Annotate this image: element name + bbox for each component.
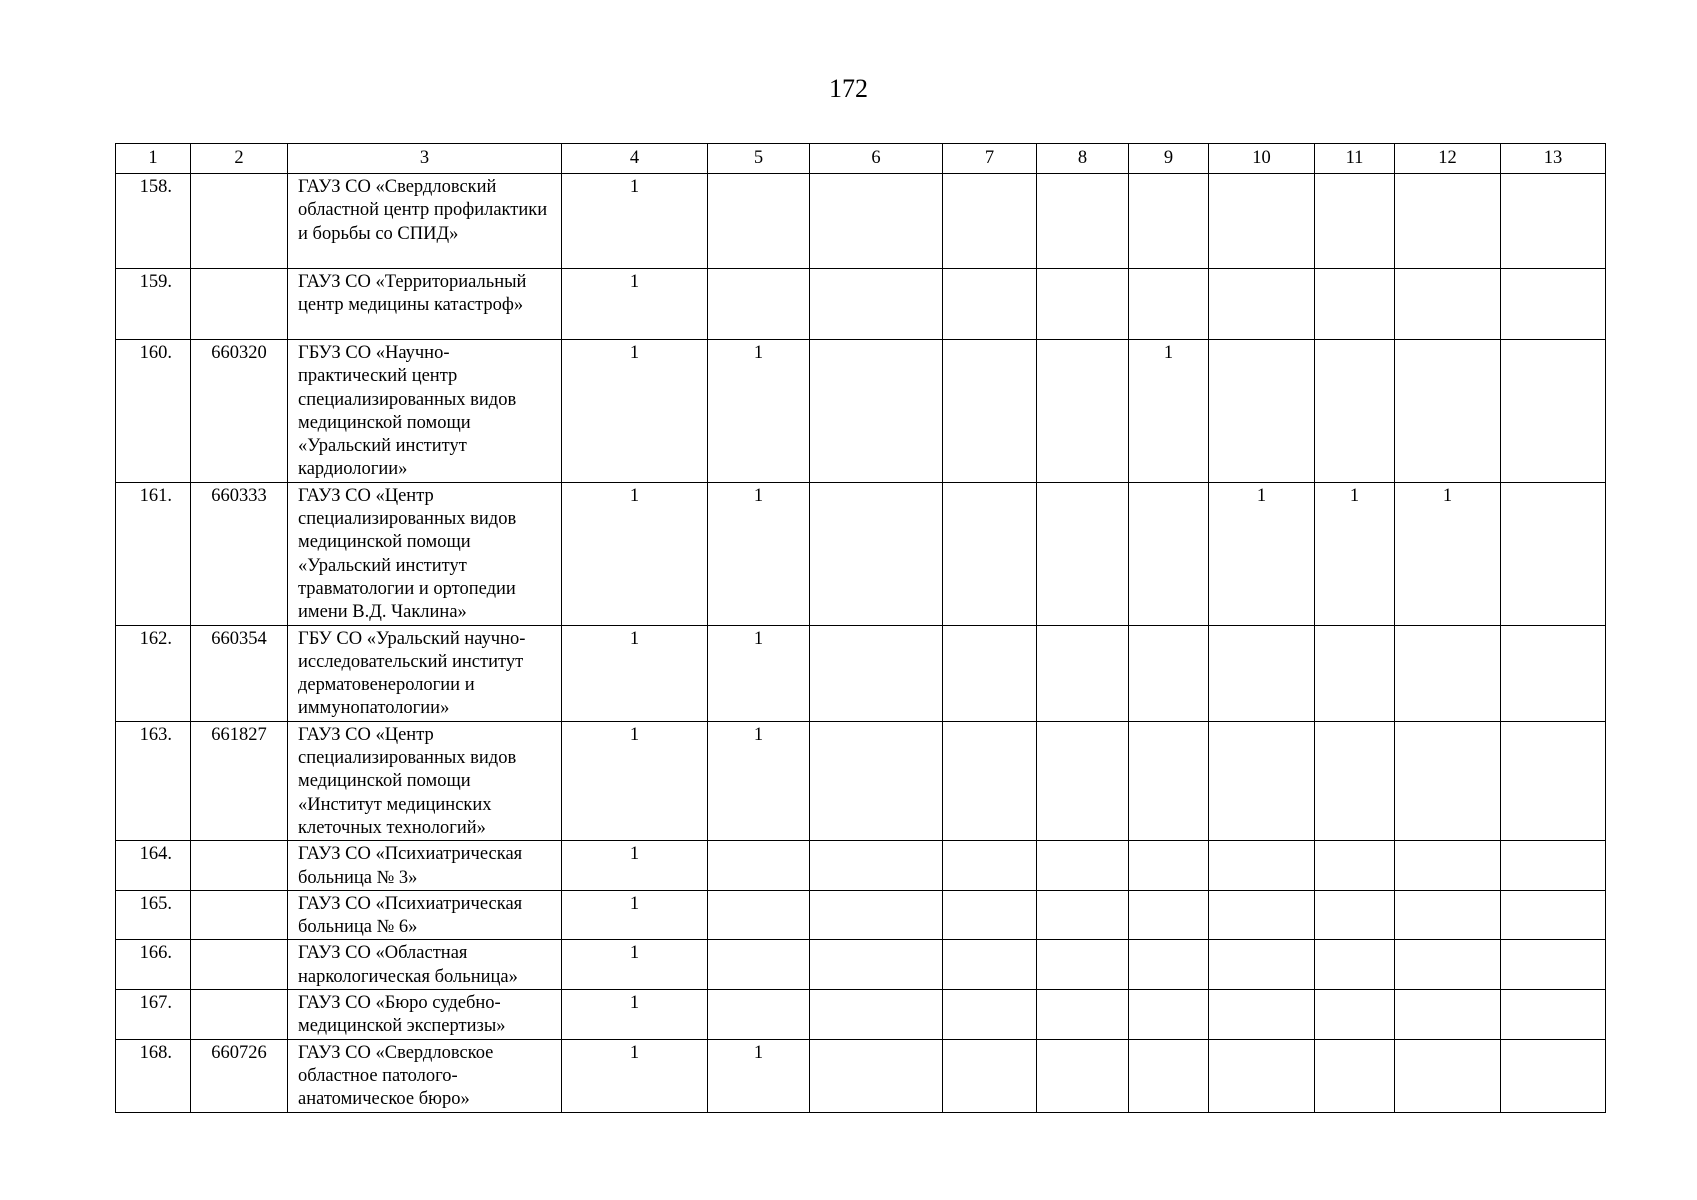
value-cell-col-6 [810,841,943,891]
value-cell-col-12 [1395,1039,1501,1112]
column-header: 3 [288,144,562,174]
code-cell: 660320 [191,340,288,483]
code-cell [191,841,288,891]
value-cell-col-5 [708,940,810,990]
value-cell-col-11: 1 [1315,482,1395,625]
value-cell-col-6 [810,482,943,625]
value-cell-col-5: 1 [708,340,810,483]
value-cell-col-13 [1501,890,1606,940]
value-cell-col-11 [1315,721,1395,840]
value-cell-col-13 [1501,269,1606,340]
value-cell-col-7 [943,1039,1037,1112]
value-cell-col-7 [943,269,1037,340]
value-cell-col-6 [810,1039,943,1112]
value-cell-col-9 [1129,269,1209,340]
value-cell-col-5: 1 [708,625,810,721]
table-row [116,174,1606,269]
organization-name-cell: ГБУЗ СО «Научно-практический центр специализированных видов медицинской помощи «Уральский институт кардиологии» [288,340,562,483]
value-cell-col-9: 1 [1129,340,1209,483]
page-number: 172 [829,74,868,103]
value-cell-col-8 [1037,940,1129,990]
value-cell-col-12 [1395,174,1501,269]
value-cell-col-8 [1037,482,1129,625]
value-cell-col-6 [810,269,943,340]
table-header [116,144,1606,174]
value-cell-col-11 [1315,1039,1395,1112]
code-cell [191,269,288,340]
value-cell-col-8 [1037,340,1129,483]
value-cell-col-7 [943,721,1037,840]
value-cell-col-6 [810,890,943,940]
code-cell [191,890,288,940]
value-cell-col-10 [1209,841,1315,891]
value-cell-col-7 [943,174,1037,269]
organization-name-cell: ГАУЗ СО «Территориальный центр медицины катастроф» [288,269,562,340]
value-cell-col-10 [1209,990,1315,1040]
value-cell-col-8 [1037,625,1129,721]
table-row [116,340,1606,483]
organization-name-cell: ГАУЗ СО «Бюро судебно-медицинской экспертизы» [288,990,562,1040]
value-cell-col-10 [1209,940,1315,990]
organization-name-cell: ГАУЗ СО «Центр специализированных видов медицинской помощи «Уральский институт травматологии и ортопедии имени В.Д. Чаклина» [288,482,562,625]
value-cell-col-4: 1 [562,940,708,990]
value-cell-col-7 [943,841,1037,891]
value-cell-col-10 [1209,721,1315,840]
row-number-cell: 163. [116,721,191,840]
value-cell-col-9 [1129,482,1209,625]
code-cell: 660333 [191,482,288,625]
value-cell-col-9 [1129,721,1209,840]
table-row [116,940,1606,990]
table-row [116,890,1606,940]
organization-name-cell: ГАУЗ СО «Свердловский областной центр профилактики и борьбы со СПИД» [288,174,562,269]
value-cell-col-4: 1 [562,890,708,940]
value-cell-col-11 [1315,990,1395,1040]
value-cell-col-4: 1 [562,482,708,625]
column-header: 11 [1315,144,1395,174]
row-number-cell: 164. [116,841,191,891]
data-table [115,143,1606,1113]
column-header: 4 [562,144,708,174]
code-cell [191,940,288,990]
row-number-cell: 165. [116,890,191,940]
value-cell-col-13 [1501,721,1606,840]
value-cell-col-8 [1037,841,1129,891]
value-cell-col-11 [1315,890,1395,940]
row-number-cell: 158. [116,174,191,269]
value-cell-col-12 [1395,990,1501,1040]
value-cell-col-6 [810,340,943,483]
organization-name-cell: ГАУЗ СО «Центр специализированных видов медицинской помощи «Институт медицинских клеточных технологий» [288,721,562,840]
value-cell-col-13 [1501,340,1606,483]
value-cell-col-11 [1315,174,1395,269]
table-row [116,625,1606,721]
value-cell-col-10: 1 [1209,482,1315,625]
value-cell-col-11 [1315,269,1395,340]
column-header: 12 [1395,144,1501,174]
table-row [116,841,1606,891]
value-cell-col-12 [1395,269,1501,340]
value-cell-col-6 [810,625,943,721]
value-cell-col-5 [708,841,810,891]
value-cell-col-13 [1501,482,1606,625]
organization-name-cell: ГАУЗ СО «Областная наркологическая больница» [288,940,562,990]
value-cell-col-4: 1 [562,990,708,1040]
value-cell-col-11 [1315,940,1395,990]
row-number-cell: 160. [116,340,191,483]
value-cell-col-6 [810,721,943,840]
column-header: 8 [1037,144,1129,174]
value-cell-col-10 [1209,625,1315,721]
code-cell: 660354 [191,625,288,721]
value-cell-col-5 [708,174,810,269]
column-header: 13 [1501,144,1606,174]
table-row [116,990,1606,1040]
value-cell-col-4: 1 [562,269,708,340]
value-cell-col-11 [1315,340,1395,483]
header-row [116,144,1606,174]
value-cell-col-8 [1037,890,1129,940]
value-cell-col-7 [943,482,1037,625]
value-cell-col-10 [1209,890,1315,940]
value-cell-col-13 [1501,174,1606,269]
table-row [116,721,1606,840]
value-cell-col-13 [1501,1039,1606,1112]
value-cell-col-12 [1395,841,1501,891]
organization-name-cell: ГАУЗ СО «Психиатрическая больница № 3» [288,841,562,891]
value-cell-col-9 [1129,841,1209,891]
value-cell-col-9 [1129,174,1209,269]
row-number-cell: 161. [116,482,191,625]
value-cell-col-10 [1209,269,1315,340]
value-cell-col-11 [1315,841,1395,891]
value-cell-col-9 [1129,940,1209,990]
value-cell-col-7 [943,990,1037,1040]
value-cell-col-5 [708,269,810,340]
value-cell-col-10 [1209,340,1315,483]
value-cell-col-4: 1 [562,841,708,891]
value-cell-col-12 [1395,940,1501,990]
value-cell-col-8 [1037,1039,1129,1112]
column-header: 9 [1129,144,1209,174]
row-number-cell: 167. [116,990,191,1040]
value-cell-col-6 [810,174,943,269]
value-cell-col-9 [1129,990,1209,1040]
row-number-cell: 166. [116,940,191,990]
value-cell-col-6 [810,940,943,990]
column-header: 5 [708,144,810,174]
table-row [116,1039,1606,1112]
value-cell-col-5 [708,890,810,940]
value-cell-col-6 [810,990,943,1040]
value-cell-col-12 [1395,721,1501,840]
value-cell-col-4: 1 [562,625,708,721]
table-row [116,269,1606,340]
value-cell-col-7 [943,890,1037,940]
value-cell-col-9 [1129,625,1209,721]
value-cell-col-12: 1 [1395,482,1501,625]
code-cell: 661827 [191,721,288,840]
value-cell-col-5: 1 [708,721,810,840]
value-cell-col-7 [943,625,1037,721]
value-cell-col-4: 1 [562,340,708,483]
value-cell-col-12 [1395,625,1501,721]
code-cell [191,990,288,1040]
row-number-cell: 162. [116,625,191,721]
organization-name-cell: ГАУЗ СО «Свердловское областное патолого-анатомическое бюро» [288,1039,562,1112]
value-cell-col-5 [708,990,810,1040]
value-cell-col-4: 1 [562,1039,708,1112]
value-cell-col-12 [1395,340,1501,483]
value-cell-col-9 [1129,1039,1209,1112]
value-cell-col-8 [1037,721,1129,840]
value-cell-col-10 [1209,1039,1315,1112]
code-cell [191,174,288,269]
value-cell-col-9 [1129,890,1209,940]
value-cell-col-8 [1037,174,1129,269]
column-header: 1 [116,144,191,174]
column-header: 2 [191,144,288,174]
value-cell-col-4: 1 [562,721,708,840]
value-cell-col-4: 1 [562,174,708,269]
value-cell-col-12 [1395,890,1501,940]
value-cell-col-5: 1 [708,1039,810,1112]
value-cell-col-5: 1 [708,482,810,625]
table-body [116,174,1606,1113]
row-number-cell: 168. [116,1039,191,1112]
value-cell-col-8 [1037,269,1129,340]
value-cell-col-13 [1501,990,1606,1040]
value-cell-col-11 [1315,625,1395,721]
value-cell-col-7 [943,340,1037,483]
organization-name-cell: ГАУЗ СО «Психиатрическая больница № 6» [288,890,562,940]
table-row [116,482,1606,625]
value-cell-col-10 [1209,174,1315,269]
column-header: 10 [1209,144,1315,174]
value-cell-col-7 [943,940,1037,990]
column-header: 7 [943,144,1037,174]
value-cell-col-13 [1501,940,1606,990]
code-cell: 660726 [191,1039,288,1112]
value-cell-col-8 [1037,990,1129,1040]
value-cell-col-13 [1501,625,1606,721]
row-number-cell: 159. [116,269,191,340]
value-cell-col-13 [1501,841,1606,891]
column-header: 6 [810,144,943,174]
organization-name-cell: ГБУ СО «Уральский научно-исследовательский институт дерматовенерологии и иммунопатологии» [288,625,562,721]
